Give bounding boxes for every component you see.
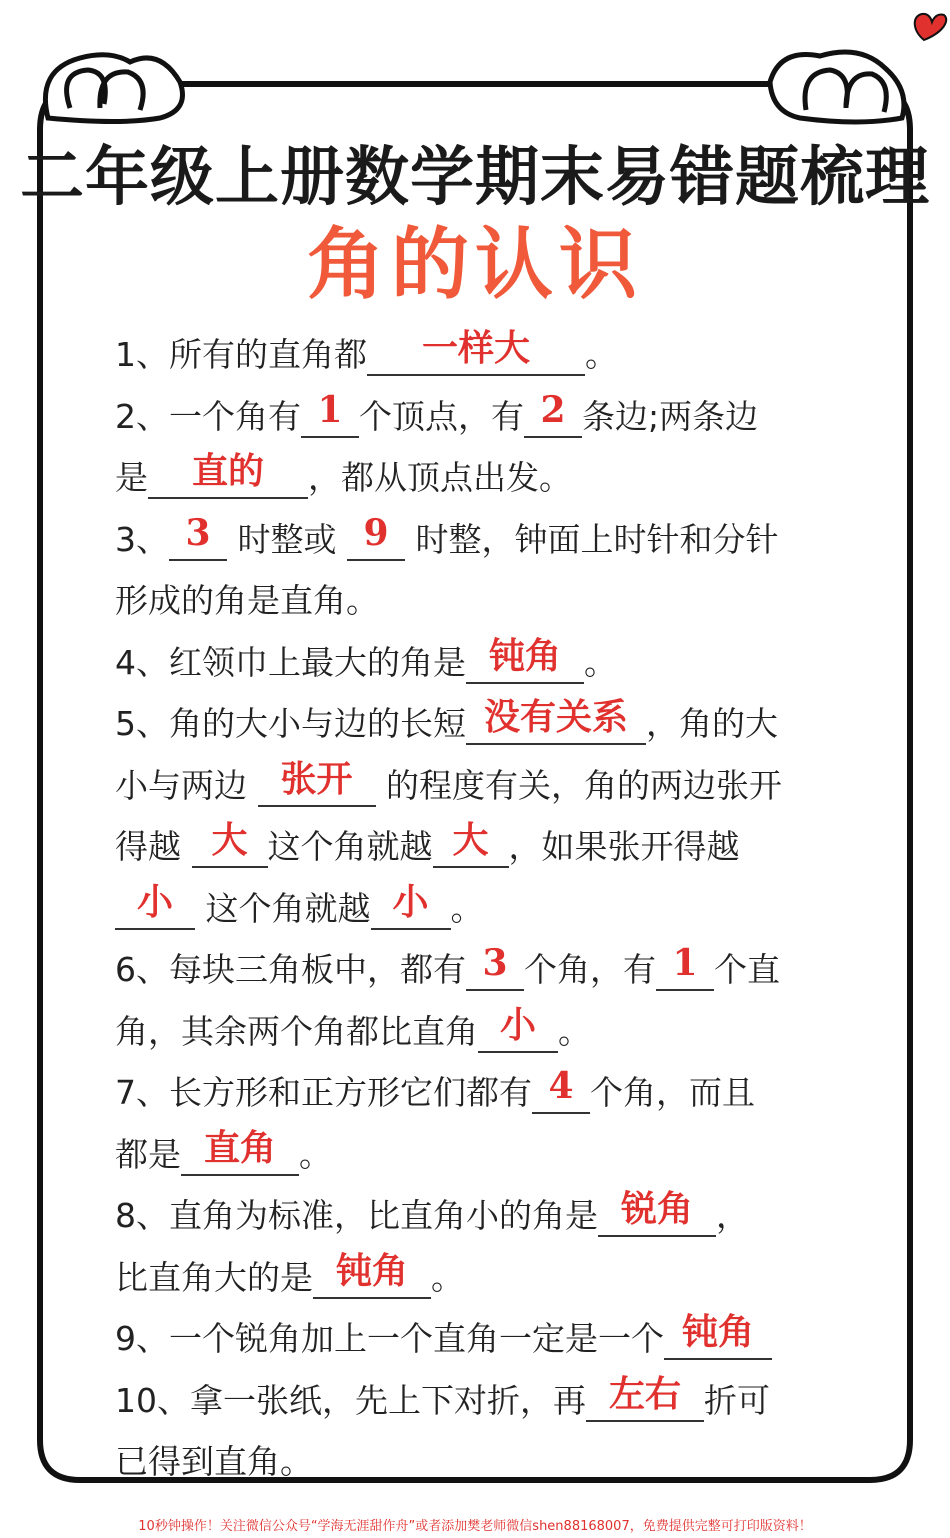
- question-text: 时整或: [227, 519, 347, 559]
- question-line: [115, 447, 830, 509]
- question-text: 1、所有的直角都: [115, 335, 367, 374]
- answer-text: 2: [540, 388, 566, 431]
- question-line: [115, 1308, 830, 1370]
- answer-blank: [371, 880, 451, 930]
- question-text: 5、角的大小与边的长短: [115, 704, 466, 743]
- answer-text: 1: [317, 388, 343, 431]
- answer-blank: [466, 942, 524, 991]
- answer-text: 张开: [280, 757, 353, 800]
- question-line: [115, 816, 830, 878]
- question-text: 条边;两条边: [582, 396, 759, 436]
- question-text: ，如果张开得越: [508, 827, 740, 866]
- question-line: [115, 755, 830, 817]
- left-scroll-curl: [45, 55, 182, 122]
- answer-blank: [656, 942, 714, 991]
- answer-text: 直的: [191, 450, 264, 492]
- question-line: [115, 509, 830, 571]
- answer-blank: [192, 819, 268, 868]
- question-text: 个角，而且: [590, 1073, 755, 1112]
- question-text: 。: [584, 642, 617, 682]
- answer-blank: [301, 388, 359, 438]
- answer-text: 大: [452, 819, 489, 861]
- answer-text: 直角: [203, 1126, 276, 1169]
- question-text: 这个角就越: [195, 888, 371, 928]
- question-text: 小与两边: [115, 765, 258, 805]
- answer-blank: [169, 511, 227, 561]
- question-line: [115, 1124, 830, 1186]
- answer-blank: [532, 1065, 590, 1114]
- question-text: 都是: [115, 1134, 181, 1174]
- question-line: [115, 1062, 830, 1124]
- question-text: ，都从顶点出发。: [308, 458, 572, 497]
- page-subtitle: 角的认识: [306, 220, 643, 310]
- question-line: [115, 1185, 830, 1247]
- question-line: [115, 693, 830, 755]
- question-text: 得越: [115, 827, 192, 866]
- answer-blank: [598, 1188, 716, 1237]
- answer-text: 小: [499, 1003, 536, 1046]
- answer-text: 一样大: [421, 327, 530, 369]
- question-text: 。: [558, 1011, 591, 1051]
- question-text: 形成的角是直角。: [115, 581, 379, 620]
- footer-note: 10秒钟操作！关注微信公众号“学海无涯甜作舟”或者添加樊老师微信shen88168007，免费提供完整可打印版资料！: [138, 1519, 812, 1534]
- question-text: 。: [585, 335, 618, 374]
- answer-text: 钝角: [488, 634, 561, 677]
- question-line: [115, 1431, 830, 1493]
- question-text: 4、红领巾上最大的角是: [115, 642, 466, 682]
- answer-text: 1: [672, 942, 698, 984]
- question-text: 的程度有关，角的两边张开: [375, 765, 782, 805]
- question-text: 个顶点，有: [359, 396, 524, 436]
- answer-blank: [367, 327, 585, 376]
- question-text: 是: [115, 458, 148, 497]
- answer-text: 锐角: [620, 1188, 693, 1230]
- question-line: [115, 386, 830, 448]
- answer-blank: [664, 1311, 772, 1360]
- answer-text: 小: [136, 880, 173, 923]
- question-text: 比直角大的是: [115, 1257, 313, 1297]
- heart-icon: [915, 14, 946, 40]
- question-line: [115, 324, 830, 386]
- answer-text: 左右: [608, 1372, 681, 1415]
- answer-text: 小: [392, 880, 429, 923]
- answer-text: 钝角: [335, 1249, 408, 1292]
- answer-blank: [258, 757, 376, 807]
- answer-text: 4: [548, 1065, 574, 1107]
- question-line: [115, 1247, 830, 1309]
- answer-blank: [115, 880, 195, 930]
- question-text: 折可: [704, 1380, 770, 1420]
- question-line: [115, 1001, 830, 1063]
- question-text: 时整，钟面上时针和分针: [404, 519, 779, 559]
- question-text: 角，其余两个角都比直角: [115, 1011, 478, 1051]
- question-line: [115, 632, 830, 694]
- answer-blank: [466, 634, 584, 684]
- question-text: 6、每块三角板中，都有: [115, 950, 466, 989]
- answer-text: 钝角: [681, 1311, 754, 1353]
- question-text: 3、: [115, 519, 169, 559]
- page-title: 二年级上册数学期末易错题梳理: [20, 140, 930, 215]
- question-text: 10、拿一张纸，先上下对折，再: [115, 1380, 586, 1420]
- question-text: 8、直角为标准，比直角小的角是: [115, 1196, 598, 1235]
- answer-blank: [433, 819, 509, 868]
- answer-text: 3: [185, 511, 211, 554]
- question-line: [115, 939, 830, 1001]
- answer-text: 大: [211, 819, 248, 861]
- answer-text: 没有关系: [483, 696, 628, 738]
- question-line: [115, 1370, 830, 1432]
- question-text: 9、一个锐角加上一个直角一定是一个: [115, 1319, 664, 1358]
- question-text: 个直: [714, 950, 780, 989]
- question-text: 2、一个角有: [115, 396, 301, 436]
- question-text: 这个角就越: [267, 827, 433, 866]
- answer-blank: [524, 388, 582, 438]
- question-text: 。: [431, 1257, 464, 1297]
- right-scroll-curl: [770, 52, 904, 122]
- question-text: 7、长方形和正方形它们都有: [115, 1073, 532, 1112]
- question-text: 已得到直角。: [115, 1442, 313, 1481]
- answer-text: 3: [482, 942, 508, 984]
- answer-blank: [148, 450, 308, 499]
- answer-blank: [313, 1249, 431, 1299]
- question-text: ，: [716, 1196, 749, 1235]
- answer-blank: [181, 1126, 299, 1176]
- answer-blank: [478, 1003, 558, 1053]
- question-text: 。: [450, 888, 484, 928]
- question-text: 。: [299, 1134, 332, 1174]
- answer-blank: [586, 1372, 704, 1422]
- answer-blank: [466, 696, 646, 745]
- question-line: [115, 878, 830, 940]
- answer-blank: [347, 511, 405, 561]
- question-text: ，角的大: [646, 704, 778, 743]
- question-line: [115, 570, 830, 632]
- question-list: [115, 324, 830, 1493]
- answer-text: 9: [363, 511, 389, 554]
- question-text: 个角，有: [524, 950, 656, 989]
